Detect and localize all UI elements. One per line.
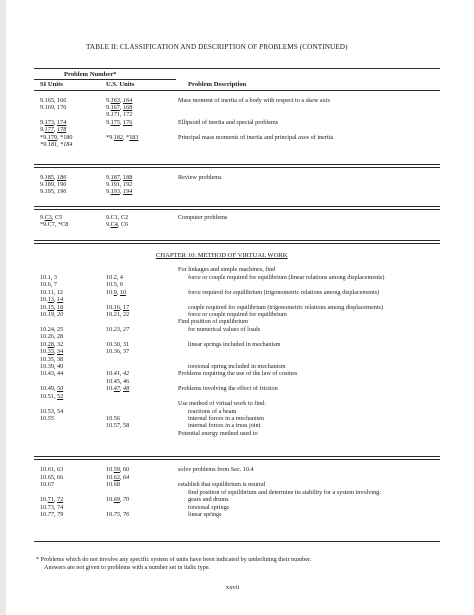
us-problem-numbers-part: 183 bbox=[129, 134, 139, 141]
us-problem-numbers-part: , bbox=[119, 97, 124, 104]
problem-description: internal forces in a mechanism bbox=[188, 415, 264, 422]
problem-description: couple required for equilibrium (trigonometric relations among displacements) bbox=[188, 304, 384, 311]
si-problem-numbers-part: 10.61, 63 bbox=[40, 466, 64, 473]
top-rule bbox=[34, 68, 440, 69]
si-problem-numbers bbox=[40, 134, 72, 141]
us-problem-numbers-part: 10.30, 31 bbox=[106, 341, 130, 348]
si-problem-numbers-part: 50 bbox=[57, 385, 64, 392]
section-rule-2a bbox=[34, 206, 440, 207]
si-problem-numbers-part: 33 bbox=[47, 348, 54, 355]
si-problem-numbers-part: 20 bbox=[57, 311, 64, 318]
si-problem-numbers bbox=[40, 333, 63, 340]
us-problem-numbers-part: 9. bbox=[106, 104, 111, 111]
si-problem-numbers-part: 185 bbox=[44, 174, 54, 181]
si-problem-numbers-part: *9. bbox=[40, 134, 48, 141]
si-problem-numbers bbox=[40, 289, 63, 296]
problem-description: torsional spring included in mechanism bbox=[188, 363, 286, 370]
us-problem-numbers-part: 9.C1, C2 bbox=[106, 214, 129, 221]
section-rule-3a bbox=[34, 240, 440, 241]
si-problem-numbers bbox=[40, 408, 63, 415]
si-problem-numbers bbox=[40, 141, 72, 148]
us-problem-numbers-part: 10. bbox=[106, 385, 114, 392]
us-problem-numbers-part: 9 bbox=[113, 289, 117, 296]
si-problem-numbers bbox=[40, 385, 63, 392]
si-problem-numbers-part: , C5 bbox=[51, 214, 63, 221]
problem-description: Ellipsoid of inertia and special problems bbox=[178, 119, 279, 126]
si-problem-numbers-part: , bbox=[53, 296, 58, 303]
us-problem-numbers-part: 164 bbox=[123, 97, 133, 104]
header-bottom-rule bbox=[34, 90, 440, 91]
problem-description: Problems requiring the use of the law of cosines bbox=[178, 370, 298, 377]
si-problem-numbers-part: 9.195, bbox=[40, 188, 58, 195]
us-problem-numbers-part: 10. bbox=[106, 289, 114, 296]
problem-description-header: Problem Description bbox=[188, 81, 247, 88]
us-problem-numbers-part: 10. bbox=[106, 474, 114, 481]
us-problem-numbers-part: 193 bbox=[110, 188, 120, 195]
us-problem-numbers-part: 23 bbox=[113, 326, 120, 333]
us-problem-numbers-part: , C6 bbox=[117, 221, 129, 228]
si-problem-numbers bbox=[40, 326, 63, 333]
si-problem-numbers-part: 10.73, 74 bbox=[40, 504, 64, 511]
us-problem-numbers-part: 6 bbox=[119, 281, 124, 288]
si-problem-numbers-part: , 32 bbox=[53, 341, 64, 348]
si-problem-numbers-part: 10.43, 44 bbox=[40, 370, 64, 377]
problem-description: find position of equilibrium and determine its stability for a system involving: bbox=[188, 489, 381, 496]
si-problem-numbers-part: 10. bbox=[40, 341, 48, 348]
us-problem-numbers bbox=[106, 348, 129, 355]
si-problem-numbers-part: 71 bbox=[47, 496, 54, 503]
table-title: TABLE II: CLASSIFICATION AND DESCRIPTION OF PROBLEMS (CONTINUED) bbox=[86, 43, 348, 51]
us-problem-numbers-part: , * bbox=[123, 134, 130, 141]
us-problem-numbers-part: 10.45, 46 bbox=[106, 378, 130, 385]
si-problem-numbers-part: 9.165, 166 bbox=[40, 97, 67, 104]
si-problem-numbers bbox=[40, 504, 63, 511]
problem-description: Use method of virtual work to find: bbox=[178, 400, 266, 407]
si-problem-numbers bbox=[40, 466, 63, 473]
si-problem-numbers-part: , bbox=[53, 511, 58, 518]
us-problem-numbers-part: 62 bbox=[113, 474, 120, 481]
si-problem-numbers-part: 52 bbox=[57, 393, 64, 400]
us-problem-numbers-part: 187 bbox=[110, 174, 120, 181]
us-problem-numbers bbox=[106, 422, 129, 429]
footnote-line-2: Answers are not given to problems with a number set in italic type. bbox=[44, 564, 211, 571]
si-problem-numbers-part: 10. bbox=[40, 511, 48, 518]
section-rule-2b bbox=[34, 209, 440, 210]
us-problem-numbers-part: 75 bbox=[113, 511, 120, 518]
us-problem-numbers-part: 10. bbox=[106, 370, 114, 377]
us-problem-numbers bbox=[106, 370, 129, 377]
si-problem-numbers-part: 9.189, 190 bbox=[40, 181, 67, 188]
si-problem-numbers bbox=[40, 474, 63, 481]
us-problem-numbers bbox=[106, 496, 129, 503]
problem-description: Problems involving the effect of friction bbox=[178, 385, 278, 392]
si-problem-numbers bbox=[40, 363, 63, 370]
us-problem-numbers-part: 10. bbox=[106, 304, 114, 311]
si-problem-numbers bbox=[40, 281, 57, 288]
us-problem-numbers-part: 192 bbox=[123, 181, 133, 188]
si-problem-numbers-part: , bbox=[53, 126, 58, 133]
us-problem-numbers bbox=[106, 385, 129, 392]
us-problem-numbers-part: , bbox=[119, 104, 124, 111]
si-problem-numbers-part: , *180 bbox=[57, 134, 73, 141]
us-problem-numbers-part: 9. bbox=[106, 221, 111, 228]
us-problem-numbers-part: 10.21, 22 bbox=[106, 311, 130, 318]
si-problem-numbers bbox=[40, 370, 63, 377]
si-problem-numbers-part: 14 bbox=[57, 296, 64, 303]
si-problem-numbers-part: 9. bbox=[40, 126, 45, 133]
us-problem-numbers-part: 69 bbox=[113, 496, 120, 503]
header-subrule bbox=[34, 79, 176, 80]
us-problem-numbers-part: 176 bbox=[123, 119, 133, 126]
si-problem-numbers-part: 178 bbox=[57, 126, 67, 133]
problem-description: reactions of a beam bbox=[188, 408, 237, 415]
si-problem-numbers bbox=[40, 104, 66, 111]
problem-number-header: Problem Number* bbox=[64, 71, 117, 78]
si-problem-numbers-part: 15 bbox=[47, 304, 54, 311]
us-problem-numbers bbox=[106, 104, 132, 111]
problem-description: linear springs included in mechanism bbox=[188, 341, 281, 348]
us-problem-numbers bbox=[106, 304, 129, 311]
si-problem-numbers-part: 10. bbox=[40, 296, 48, 303]
si-problem-numbers-part: 19 bbox=[47, 311, 54, 318]
table-bottom-rule bbox=[34, 541, 440, 542]
us-problem-numbers-part: 9.191, bbox=[106, 181, 124, 188]
us-problem-numbers-part: , bbox=[116, 289, 120, 296]
us-problem-numbers-part: , bbox=[119, 496, 124, 503]
us-problem-numbers-part: 175 bbox=[110, 119, 120, 126]
si-problem-numbers-part: 10.11, 12 bbox=[40, 289, 63, 296]
us-problem-numbers bbox=[106, 341, 129, 348]
us-problem-numbers-part: 48 bbox=[123, 385, 130, 392]
us-problem-numbers bbox=[106, 221, 128, 228]
problem-description: establish that equilibrium is neutral bbox=[178, 481, 266, 488]
us-problem-numbers-part: 16 bbox=[113, 304, 120, 311]
problem-description: Review problems bbox=[178, 174, 222, 181]
si-problem-numbers-part: , bbox=[53, 304, 58, 311]
si-problem-numbers bbox=[40, 181, 66, 188]
us-problem-numbers-part: 10. bbox=[106, 496, 114, 503]
us-problem-numbers bbox=[106, 97, 132, 104]
si-problem-numbers-part: 10.49, bbox=[40, 385, 58, 392]
us-problem-numbers bbox=[106, 119, 132, 126]
us-problem-numbers bbox=[106, 326, 129, 333]
si-problem-numbers-part: 10.6, 7 bbox=[40, 281, 58, 288]
us-problem-numbers-part: , bbox=[119, 474, 124, 481]
section-rule-1a bbox=[34, 164, 440, 165]
si-problem-numbers bbox=[40, 496, 63, 503]
problem-description: for numerical values of loads bbox=[188, 326, 261, 333]
problem-description: For linkages and simple machines, find bbox=[178, 266, 276, 273]
section-rule-3b bbox=[34, 243, 440, 244]
problem-description: Potential energy method used to bbox=[178, 430, 258, 437]
si-problem-numbers-part: 10.53, 54 bbox=[40, 408, 64, 415]
us-problem-numbers-part: 10.57, 58 bbox=[106, 422, 130, 429]
us-problem-numbers bbox=[106, 511, 129, 518]
us-problem-numbers-part: 9. bbox=[106, 174, 111, 181]
us-problem-numbers-part: , bbox=[119, 174, 124, 181]
problem-description: Computer problems bbox=[178, 214, 228, 221]
si-problem-numbers-part: *9.181, *184 bbox=[40, 141, 73, 148]
si-problem-numbers-part: 10.51, bbox=[40, 393, 58, 400]
si-problem-numbers-part: 79 bbox=[57, 511, 64, 518]
us-problem-numbers-part: , bbox=[119, 511, 124, 518]
us-problem-numbers bbox=[106, 134, 138, 141]
si-problem-numbers bbox=[40, 296, 63, 303]
us-problem-numbers-part: 41 bbox=[113, 370, 120, 377]
chapter-10-heading: CHAPTER 10: METHOD OF VIRTUAL WORK bbox=[156, 252, 288, 259]
us-problem-numbers-part: 163 bbox=[110, 97, 120, 104]
us-problem-numbers-part: 9.171, 172 bbox=[106, 111, 133, 118]
us-problem-numbers bbox=[106, 378, 129, 385]
si-problem-numbers-part: 18 bbox=[57, 304, 64, 311]
si-problem-numbers-part: 177 bbox=[44, 126, 54, 133]
si-problem-numbers bbox=[40, 174, 66, 181]
us-problem-numbers-part: *9. bbox=[106, 134, 114, 141]
page-number: xxvii bbox=[226, 584, 240, 591]
si-problem-numbers bbox=[40, 221, 68, 228]
si-problem-numbers-part: 196 bbox=[57, 188, 67, 195]
si-problem-numbers-part: 10. bbox=[40, 311, 48, 318]
us-problem-numbers-part: , 60 bbox=[119, 466, 130, 473]
us-problem-numbers-part: 76 bbox=[123, 511, 130, 518]
si-problem-numbers bbox=[40, 274, 57, 281]
si-problem-numbers-part: 9.169, 170 bbox=[40, 104, 67, 111]
si-problem-numbers-part: , bbox=[53, 119, 58, 126]
us-problem-numbers-part: 10.36, 37 bbox=[106, 348, 130, 355]
us-problem-numbers-part: 10.56 bbox=[106, 415, 120, 422]
us-problem-numbers-part: 9. bbox=[106, 188, 111, 195]
us-problem-numbers bbox=[106, 481, 120, 488]
si-problem-numbers-part: 28 bbox=[47, 341, 54, 348]
si-problem-numbers-part: 72 bbox=[57, 496, 64, 503]
problem-description: force required for equilibrium (trigonometric relations among displacements) bbox=[188, 289, 380, 296]
si-problem-numbers bbox=[40, 341, 63, 348]
problem-description: Principal mass moments of inertia and principal axes of inertia bbox=[178, 134, 334, 141]
si-problem-numbers bbox=[40, 356, 63, 363]
page-edge-shadow bbox=[0, 0, 6, 615]
problem-description: Mass moment of inertia of a body with respect to a skew axis bbox=[178, 97, 330, 104]
us-problem-numbers bbox=[106, 311, 129, 318]
problem-description: force or couple required for equilibrium bbox=[188, 311, 287, 318]
us-problem-numbers-part: , bbox=[119, 370, 124, 377]
us-problem-numbers-part: 9. bbox=[106, 97, 111, 104]
section-rule-4a bbox=[34, 456, 440, 457]
us-problem-numbers bbox=[106, 174, 132, 181]
problem-description: force or couple required for equilibrium (linear relations among displacements) bbox=[188, 274, 385, 281]
us-problem-numbers bbox=[106, 474, 129, 481]
problem-description: solve problems from Sec. 10.4 bbox=[178, 466, 254, 473]
si-problem-numbers-part: , bbox=[53, 174, 58, 181]
section-rule-4b bbox=[34, 459, 440, 460]
si-units-header: SI Units bbox=[40, 81, 63, 88]
si-problem-numbers-part: 9. bbox=[40, 174, 45, 181]
us-problem-numbers-part: 10 bbox=[119, 289, 127, 296]
si-problem-numbers-part: 10.26, 28 bbox=[40, 333, 64, 340]
si-problem-numbers bbox=[40, 97, 66, 104]
footnote-line-1: * Problems which do not involve any specific system of units have been indicated by underlining their number. bbox=[36, 556, 312, 563]
us-problem-numbers-part: , bbox=[119, 304, 124, 311]
us-problem-numbers-part: 59 bbox=[113, 466, 120, 473]
si-problem-numbers-part: 10. bbox=[40, 415, 48, 422]
problem-description: torsional springs bbox=[188, 504, 230, 511]
si-problem-numbers-part: 9. bbox=[40, 119, 45, 126]
si-problem-numbers-part: 179 bbox=[47, 134, 58, 141]
us-problem-numbers-part: 64 bbox=[123, 474, 130, 481]
si-problem-numbers bbox=[40, 348, 63, 355]
si-problem-numbers-part: 13 bbox=[47, 296, 54, 303]
si-problem-numbers-part: 10.35, 38 bbox=[40, 356, 64, 363]
us-problem-numbers-part: 9. bbox=[106, 119, 111, 126]
us-problem-numbers-part: , bbox=[119, 326, 124, 333]
si-problem-numbers-part: 34 bbox=[57, 348, 64, 355]
si-problem-numbers-part: 10. bbox=[40, 304, 48, 311]
us-problem-numbers-part: 27 bbox=[123, 326, 130, 333]
si-problem-numbers-part: , bbox=[53, 311, 58, 318]
us-problem-numbers bbox=[106, 188, 132, 195]
si-problem-numbers-part: *9.C7, *C8 bbox=[40, 221, 69, 228]
us-problem-numbers-part: 167 bbox=[110, 104, 120, 111]
si-problem-numbers-part: 186 bbox=[57, 174, 67, 181]
us-problem-numbers bbox=[106, 466, 129, 473]
us-problem-numbers-part: 10.5, bbox=[106, 281, 120, 288]
si-problem-numbers-part: , bbox=[53, 348, 58, 355]
us-problem-numbers-part: 168 bbox=[123, 104, 133, 111]
si-problem-numbers-part: 174 bbox=[57, 119, 67, 126]
section-rule-1b bbox=[34, 167, 440, 168]
us-problem-numbers-part: 10.2, 4 bbox=[106, 274, 124, 281]
si-problem-numbers bbox=[40, 415, 54, 422]
si-problem-numbers bbox=[40, 481, 54, 488]
si-problem-numbers-part: 10. bbox=[40, 348, 48, 355]
us-problem-numbers-part: C4 bbox=[110, 221, 118, 228]
us-problem-numbers-part: 10.68 bbox=[106, 481, 120, 488]
si-problem-numbers-part: 173 bbox=[44, 119, 54, 126]
problem-description: internal forces in a truss joint bbox=[188, 422, 261, 429]
us-problem-numbers bbox=[106, 181, 132, 188]
si-problem-numbers bbox=[40, 119, 66, 126]
us-problem-numbers-part: 10. bbox=[106, 326, 114, 333]
us-problem-numbers bbox=[106, 289, 126, 296]
si-problem-numbers-part: 10.39, 40 bbox=[40, 363, 64, 370]
si-problem-numbers bbox=[40, 126, 66, 133]
us-problem-numbers bbox=[106, 111, 132, 118]
si-problem-numbers-part: C3 bbox=[44, 214, 52, 221]
us-problem-numbers-part: 17 bbox=[123, 304, 130, 311]
us-problem-numbers-part: 42 bbox=[123, 370, 130, 377]
us-problem-numbers-part: , bbox=[119, 188, 124, 195]
us-problem-numbers bbox=[106, 415, 120, 422]
us-problem-numbers bbox=[106, 214, 128, 221]
si-problem-numbers bbox=[40, 214, 62, 221]
us-problem-numbers-part: 10. bbox=[106, 511, 114, 518]
problem-description: Find position of equilibrium bbox=[178, 318, 248, 325]
us-problem-numbers-part: 188 bbox=[123, 174, 133, 181]
si-problem-numbers bbox=[40, 393, 63, 400]
si-problem-numbers-part: 77 bbox=[47, 511, 54, 518]
us-problem-numbers-part: , bbox=[119, 119, 124, 126]
us-problem-numbers bbox=[106, 281, 123, 288]
us-problem-numbers bbox=[106, 274, 123, 281]
us-problem-numbers-part: , bbox=[119, 385, 124, 392]
si-problem-numbers-part: 10.67 bbox=[40, 481, 54, 488]
problem-description: gears and drums bbox=[188, 496, 229, 503]
si-problem-numbers-part: , bbox=[53, 496, 58, 503]
us-units-header: U.S. Units bbox=[106, 81, 135, 88]
si-problem-numbers-part: 10. bbox=[40, 496, 48, 503]
us-problem-numbers-part: 70 bbox=[123, 496, 130, 503]
si-problem-numbers bbox=[40, 188, 66, 195]
si-problem-numbers-part: 10.65, 66 bbox=[40, 474, 64, 481]
us-problem-numbers-part: 47 bbox=[113, 385, 120, 392]
si-problem-numbers-part: 9. bbox=[40, 214, 45, 221]
us-problem-numbers-part: 182 bbox=[113, 134, 124, 141]
us-problem-numbers-part: 194 bbox=[123, 188, 133, 195]
si-problem-numbers bbox=[40, 311, 63, 318]
si-problem-numbers bbox=[40, 511, 63, 518]
problem-description: linear springs bbox=[188, 511, 222, 518]
si-problem-numbers bbox=[40, 304, 63, 311]
si-problem-numbers-part: 55 bbox=[47, 415, 54, 422]
us-problem-numbers-part: 10. bbox=[106, 466, 114, 473]
si-problem-numbers-part: 10.1, 3 bbox=[40, 274, 58, 281]
si-problem-numbers-part: 10.24, 25 bbox=[40, 326, 64, 333]
